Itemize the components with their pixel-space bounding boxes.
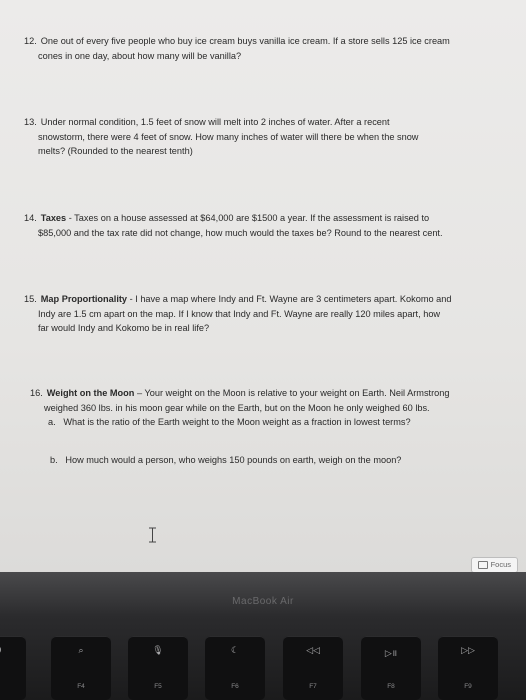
sub-question-b [50,453,401,467]
key-label [0,683,26,690]
question-text-line: Under normal condition, 1.5 feet of snow will melt into 2 inches of water. After a recent [40,117,390,127]
question-number: 16. [30,388,43,398]
sub-question-text: How much would a person, who weighs 150 pounds on earth, weigh on the moon? [65,455,402,465]
question-text-line: - I have a map where Indy and Ft. Wayne are 3 centimeters apart. Kokomo and [127,294,452,304]
key-label: F6 [231,683,239,690]
key-label: F4 [77,683,85,690]
question-text-line: far would Indy and Kokomo be in real life? [38,323,210,333]
question-16 [30,386,510,430]
question-text-line: $85,000 and the tax rate did not change, how much would the taxes be? Round to the nearest cent. [38,227,443,238]
text-cursor-icon [148,527,157,543]
fast-forward-icon: ▷▷ [461,646,475,656]
question-keyword: Map Proportionality [40,294,128,304]
question-text-line: weighed 360 lbs. in his moon gear while on the Earth, but on the Moon he only weighed 60 lbs. [44,402,430,413]
question-text-line: melts? (Rounded to the nearest tenth) [38,146,193,156]
question-text-line: Indy are 1.5 cm apart on the map. If I know that Indy and Ft. Wayne are really 120 miles apart, how [38,308,441,319]
question-number: 14. [24,213,37,223]
key-f8[interactable] [361,636,421,700]
question-keyword: Weight on the Moon [46,388,135,398]
key-f5[interactable] [128,636,188,700]
question-number: 12. [24,36,37,46]
question-number: 15. [24,294,37,304]
question-text-line: – Your weight on the Moon is relative to your weight on Earth. Neil Armstrong [134,388,450,398]
key-label: F7 [309,683,317,690]
sub-question-label: a. [48,417,56,427]
key-f4[interactable] [51,636,111,700]
question-text-line: cones in one day, about how many will be vanilla? [38,50,242,61]
search-icon: ⌕ [78,646,84,656]
focus-button[interactable] [471,557,518,572]
brand-label: MacBook Air [232,596,294,607]
key-f6[interactable] [205,636,265,700]
sub-question-a [30,415,510,430]
focus-button-label: Focus [490,560,511,569]
key-label: F5 [154,683,162,690]
question-number: 13. [24,117,37,127]
rewind-icon: ◁◁ [306,646,320,656]
key-label: F8 [387,683,395,690]
moon-icon: ☾ [230,646,240,656]
key-f7[interactable] [283,636,343,700]
function-key-row [0,636,526,700]
laptop-bezel [0,572,526,700]
question-15 [24,292,504,336]
sub-question-text: What is the ratio of the Earth weight to the Moon weight as a fraction in lowest terms? [63,417,411,427]
question-text-line: snowstorm, there were 4 feet of snow. How many inches of water will there be when the snow [38,131,419,142]
key-label: F9 [464,683,472,690]
question-12 [24,34,504,63]
mission-control-icon [0,646,26,656]
key-f3[interactable] [0,636,26,700]
question-text-line: One out of every five people who buy ice cream buys vanilla ice cream. If a store sells 125 ice cream [40,36,450,46]
question-keyword: Taxes [40,213,67,223]
question-13 [24,115,504,159]
play-pause-icon: ▷॥ [384,649,398,659]
key-f9[interactable] [438,636,498,700]
question-14 [24,211,504,240]
question-text-line: - Taxes on a house assessed at $64,000 are $1500 a year. If the assessment is raised to [66,213,430,223]
sub-question-label: b. [50,455,58,465]
focus-icon [478,561,488,569]
microphone-icon: 🎙 [152,646,164,656]
